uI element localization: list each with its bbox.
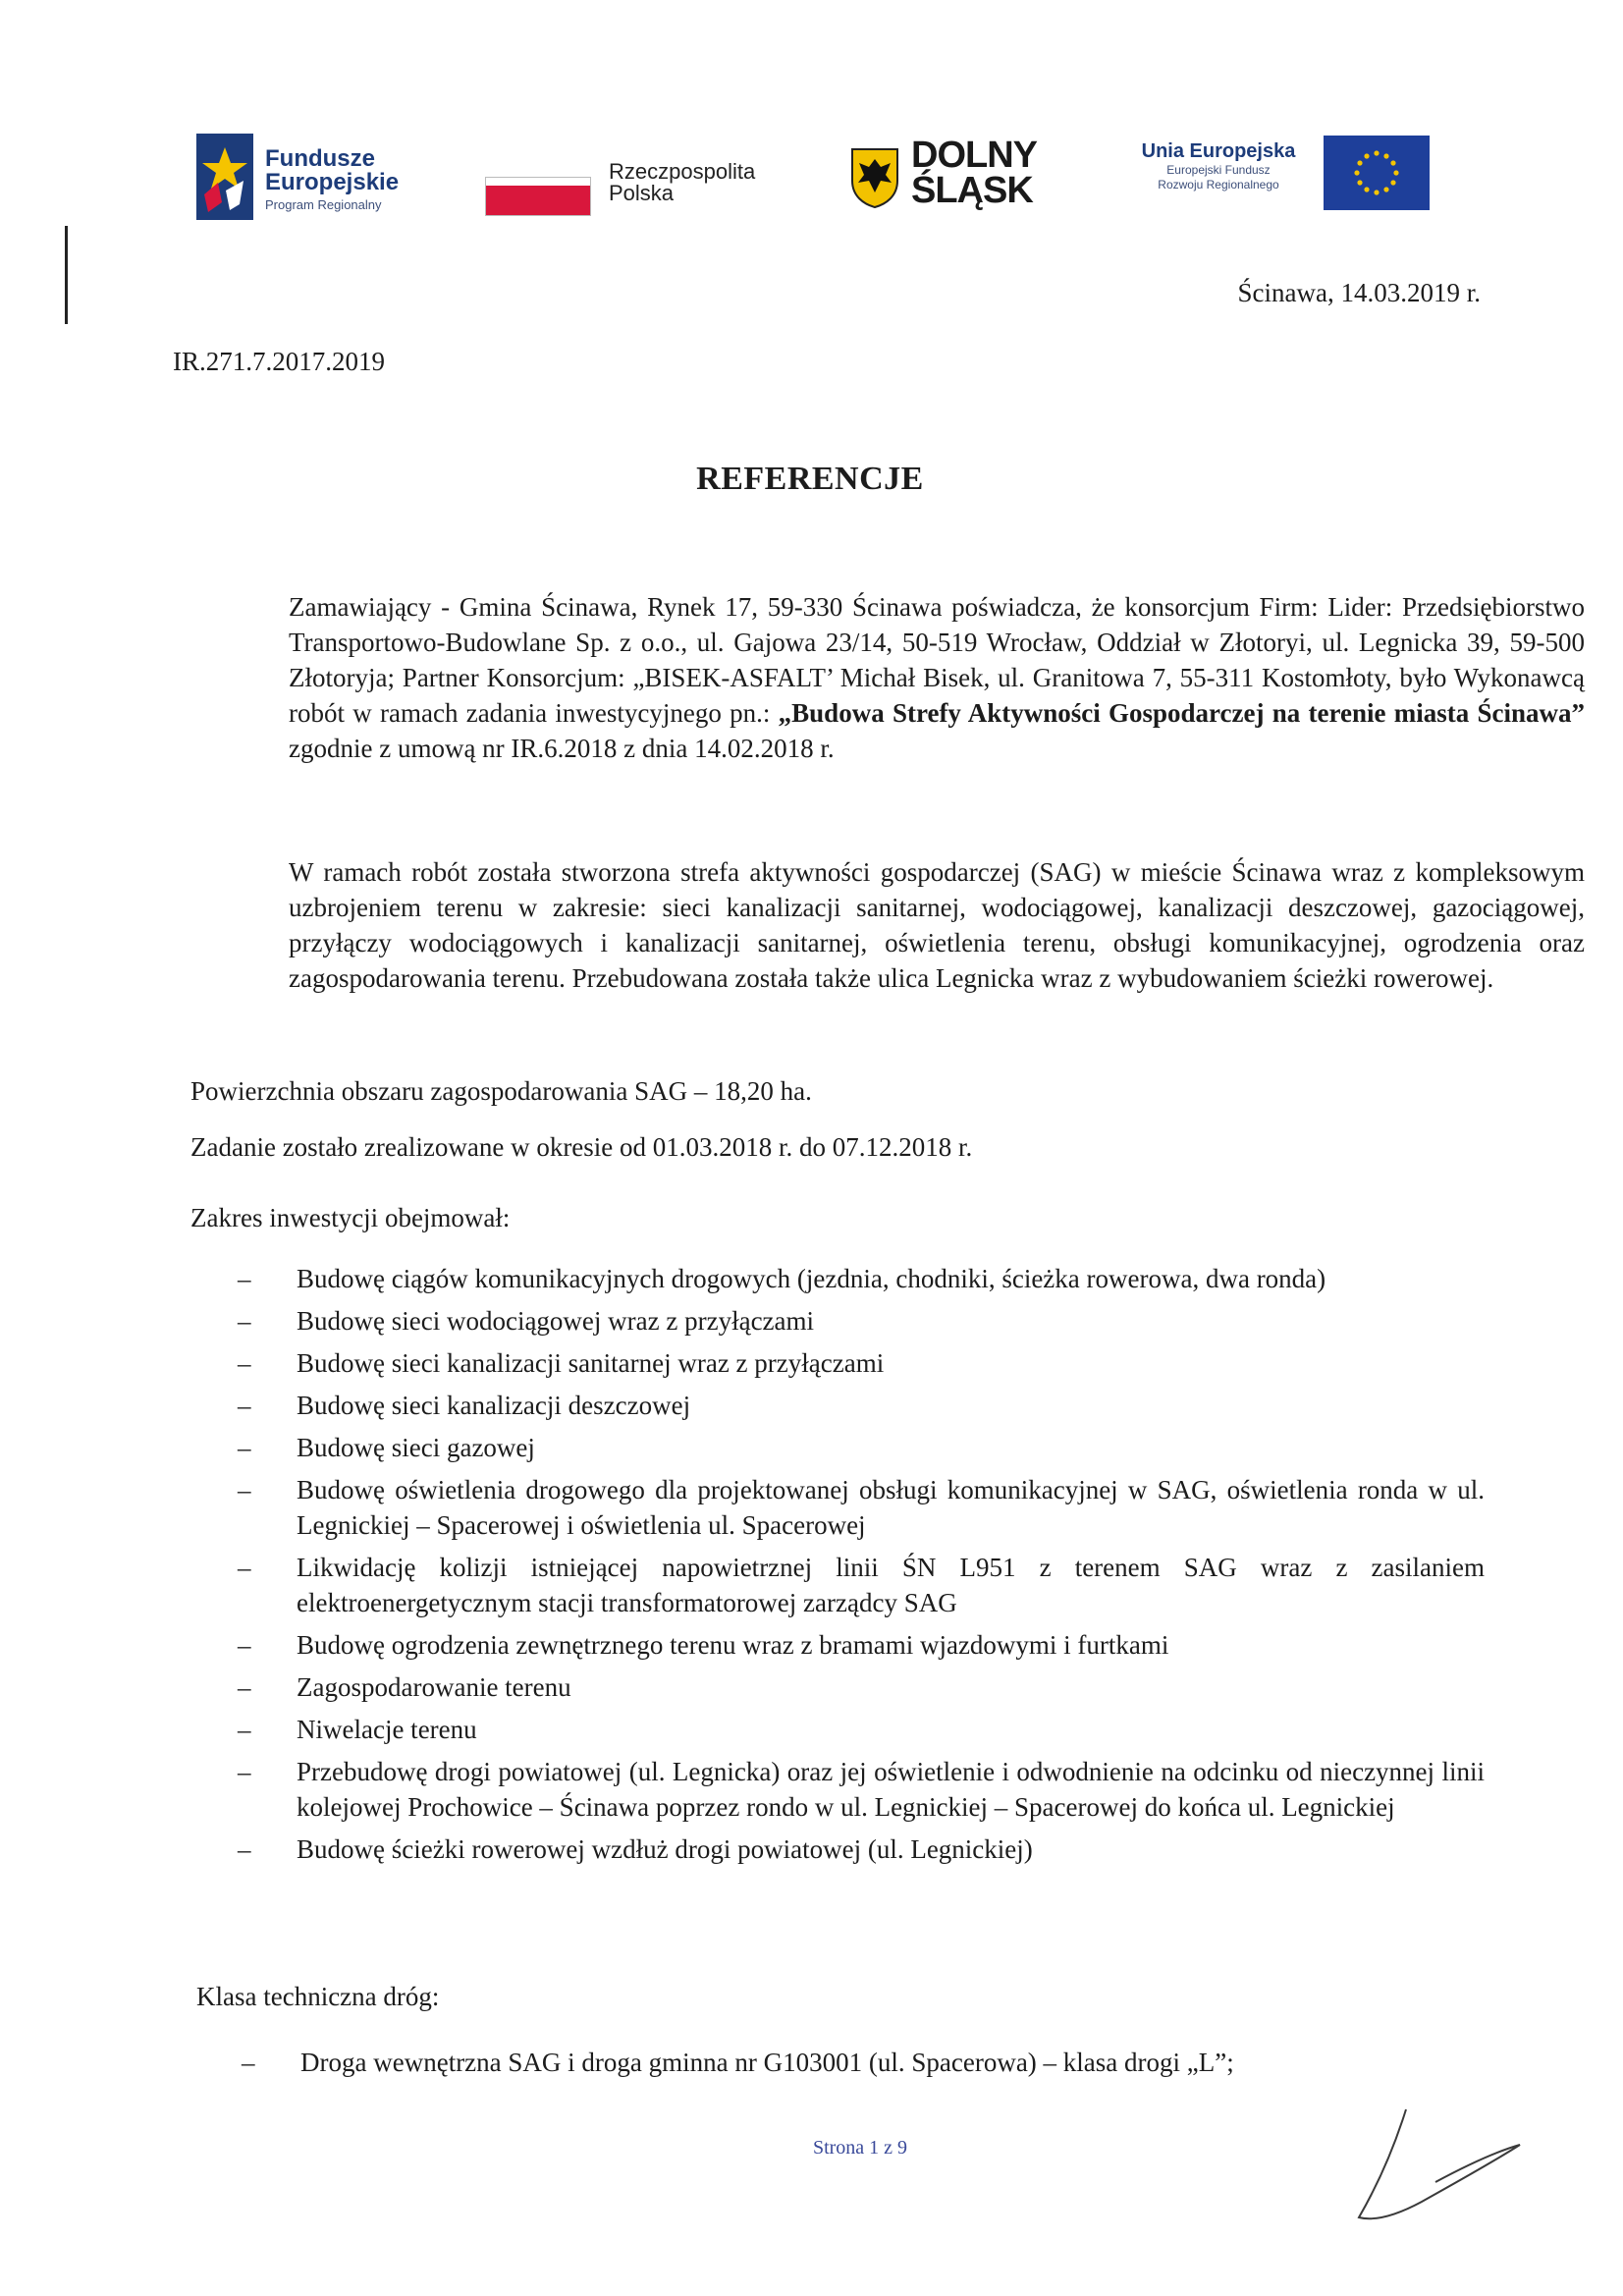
list-item <box>238 1430 1485 1465</box>
list-dash: – <box>238 1433 251 1462</box>
ue-line-3: Rozwoju Regionalnego <box>1158 178 1279 191</box>
para1-text-end: zgodnie z umową nr IR.6.2018 z dnia 14.02.2018 r. <box>289 734 835 763</box>
paragraph-scope-description: W ramach robót została stworzona strefa aktywności gospodarczej (SAG) w mieście Ścinawa wraz z kompleksowym uzbrojeniem terenu w zakresie: sieci kanalizacji sanitarnej, wodociągowej, kanalizacji deszczowej, gazociągowej, przyłączy wodociągowych i kanalizacji sanitarnej, oświetlenia terenu, obsługi komunikacyjnej, ogrodzenia oraz zagospodarowania terenu. Przebudowana została także ulica Legnicka wraz z wybudowaniem ścieżki rowerowej. <box>289 857 1585 993</box>
list-dash: – <box>238 1630 251 1660</box>
paragraph-confirmation <box>187 589 1585 766</box>
eagle-crest-icon <box>850 147 899 208</box>
page-footer: Strona 1 z 9 <box>812 2137 908 2159</box>
rp-line-2: Polska <box>609 181 675 205</box>
fundusze-europejskie-logo <box>196 134 452 222</box>
area-line: Powierzchnia obszaru zagospodarowania SAG – 18,20 ha. <box>190 1076 812 1106</box>
scope-list <box>238 1261 1485 1874</box>
ue-line-1: Unia Europejska <box>1141 140 1296 162</box>
class-list <box>242 2045 1488 2087</box>
list-item <box>238 1712 1485 1747</box>
class-heading: Klasa techniczna dróg: <box>196 1982 440 2011</box>
ds-line-2: ŚLĄSK <box>911 170 1033 211</box>
reference-number: IR.271.7.2017.2019 <box>173 347 385 376</box>
list-dash: – <box>238 1672 251 1702</box>
signature-icon <box>1345 2102 1542 2239</box>
list-dash: – <box>238 1757 251 1786</box>
rp-line-1: Rzeczpospolita <box>609 159 756 184</box>
document-title: REFERENCJE <box>696 461 924 497</box>
scope-item-text: Budowę sieci kanalizacji sanitarnej wraz z przyłączami <box>297 1348 885 1378</box>
list-dash: – <box>238 1391 251 1420</box>
class-item-text: Droga wewnętrzna SAG i droga gminna nr G103001 (ul. Spacerowa) – klasa drogi „L”; <box>300 2048 1234 2077</box>
list-dash: – <box>242 2048 255 2077</box>
list-dash: – <box>238 1306 251 1336</box>
list-item <box>238 1303 1485 1339</box>
ue-line-2: Europejski Fundusz <box>1166 163 1271 177</box>
scope-item-text: Przebudowę drogi powiatowej (ul. Legnicka) oraz jej oświetlenie i odwodnienie na odcinku od nieczynnej linii kolejowej Prochowice – Ścinawa poprzez rondo w ul. Legnickiej – Spacerowej do końca ul. Legnickiej <box>297 1757 1485 1822</box>
list-item <box>238 1550 1485 1620</box>
list-item <box>238 1754 1485 1825</box>
ue-text <box>1125 139 1312 192</box>
dolny-slask-logo <box>850 136 1086 224</box>
project-name: „Budowa Strefy Aktywności Gospodarczej na terenie miasta Ścinawa” <box>778 698 1585 728</box>
fe-line-2: Europejskie <box>265 169 400 195</box>
scope-item-text: Budowę oświetlenia drogowego dla projektowanej obsługi komunikacyjnej w SAG, oświetlenia ronda w ul. Legnickiej – Spacerowej i oświetlenia ul. Spacerowej <box>297 1475 1485 1540</box>
eu-flag-icon <box>1324 136 1430 210</box>
list-dash: – <box>238 1348 251 1378</box>
scope-item-text: Zagospodarowanie terenu <box>297 1672 571 1702</box>
rzeczpospolita-polska-logo <box>485 151 799 230</box>
margin-mark <box>65 226 68 324</box>
ds-text <box>911 135 1037 211</box>
fe-text <box>265 147 399 214</box>
list-dash: – <box>238 1715 251 1744</box>
fe-star-icon <box>196 134 253 220</box>
list-item <box>238 1627 1485 1663</box>
scope-item-text: Budowę sieci gazowej <box>297 1433 535 1462</box>
scope-item-text: Budowę sieci wodociągowej wraz z przyłączami <box>297 1306 815 1336</box>
list-item <box>238 1831 1485 1867</box>
unia-europejska-logo <box>1125 136 1449 224</box>
list-dash: – <box>238 1834 251 1864</box>
polish-flag-icon <box>485 177 591 216</box>
fe-line-1: Fundusze <box>265 145 375 172</box>
scope-item-text: Niwelacje terenu <box>297 1715 477 1744</box>
scope-item-text: Budowę ogrodzenia zewnętrznego terenu wraz z bramami wjazdowymi i furtkami <box>297 1630 1169 1660</box>
list-item <box>238 1388 1485 1423</box>
fe-line-3: Program Regionalny <box>265 197 382 212</box>
list-item <box>238 1472 1485 1543</box>
place-date: Ścinawa, 14.03.2019 r. <box>1237 278 1481 307</box>
period-line: Zadanie zostało zrealizowane w okresie od 01.03.2018 r. do 07.12.2018 r. <box>190 1132 973 1162</box>
scope-item-text: Likwidację kolizji istniejącej napowietrznej linii ŚN L951 z terenem SAG wraz z zasilaniem elektroenergetycznym stacji transformatorowej zarządcy SAG <box>297 1553 1485 1617</box>
list-dash: – <box>238 1475 251 1504</box>
list-item <box>238 1261 1485 1296</box>
scope-heading: Zakres inwestycji obejmował: <box>190 1203 511 1232</box>
scope-item-text: Budowę sieci kanalizacji deszczowej <box>297 1391 691 1420</box>
list-dash: – <box>238 1264 251 1293</box>
list-dash: – <box>238 1553 251 1582</box>
scope-item-text: Budowę ciągów komunikacyjnych drogowych (jezdnia, chodniki, ścieżka rowerowa, dwa ronda) <box>297 1264 1326 1293</box>
list-item <box>238 1345 1485 1381</box>
logo-bar <box>196 128 1443 226</box>
scope-item-text: Budowę ścieżki rowerowej wzdłuż drogi powiatowej (ul. Legnickiej) <box>297 1834 1033 1864</box>
list-item <box>242 2045 1488 2080</box>
rp-text <box>609 161 755 204</box>
para1-text-start: Zamawiający - Gmina Ścinawa, Rynek 17, 59-330 Ścinawa poświadcza, że konsorcjum Firm: Lider: Przedsiębiorstwo Transportowo-Budowlane Sp. z o.o., ul. Gajowa 23/14, 50-519 Wrocław, Oddział w Złotoryi, ul. Legnicka 39, 59-500 Złotoryja; Partner Konsorcjum: „BISEK-ASFALT’ Michał Bisek, ul. Granitowa 7, 55-311 Kostomłoty, było Wykonawcą robót w ramach zadania inwestycyjnego pn.: <box>289 592 1585 728</box>
ds-line-1: DOLNY <box>911 135 1037 176</box>
list-item <box>238 1669 1485 1705</box>
